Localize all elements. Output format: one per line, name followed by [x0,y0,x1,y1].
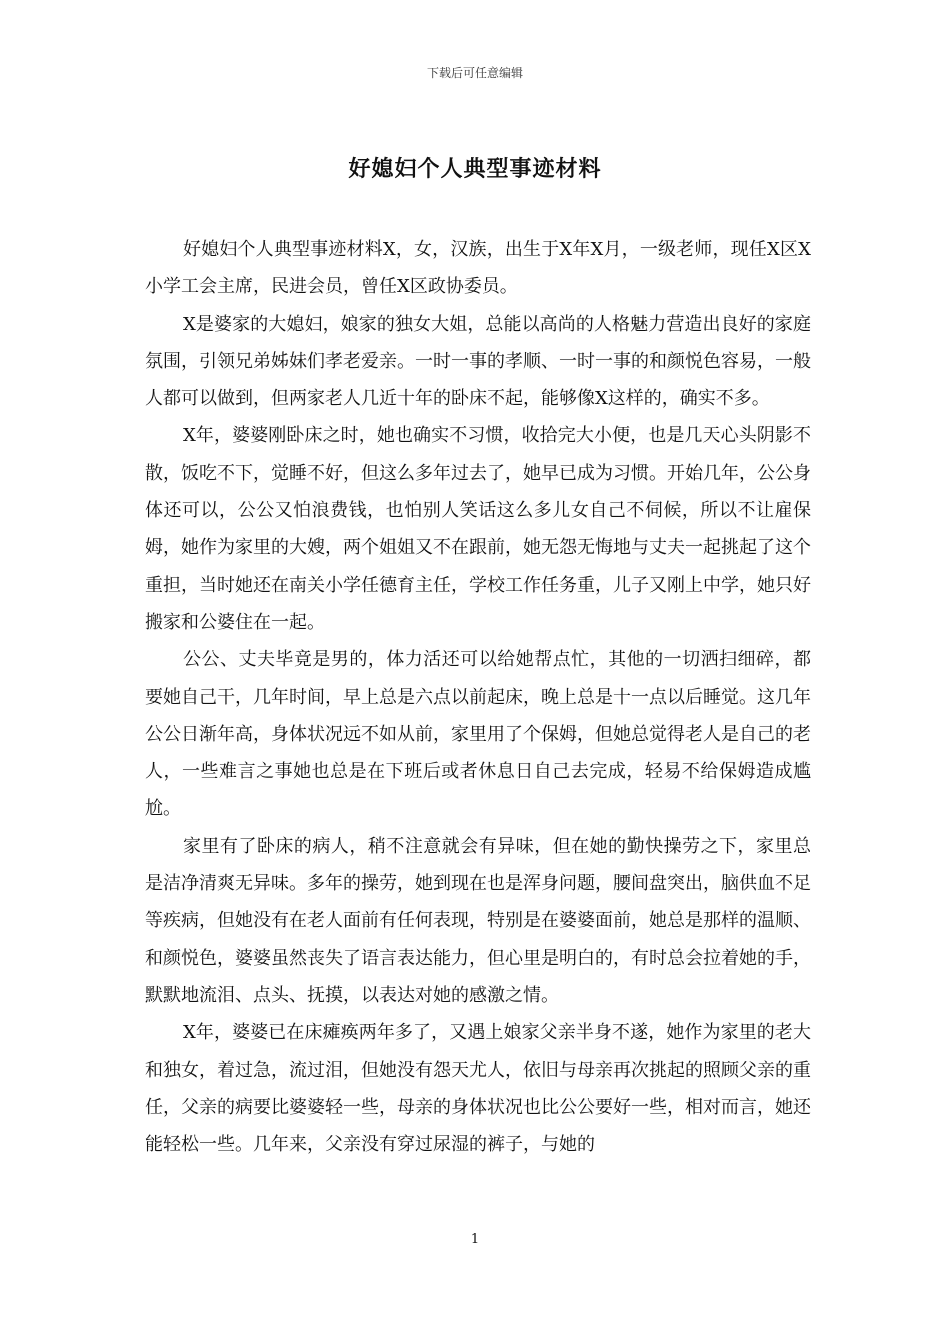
body-paragraph: 好媳妇个人典型事迹材料X，女，汉族，出生于X年X月，一级老师，现任X区X小学工会主席，民进会员，曾任X区政协委员。 [145,239,811,298]
page-header-note: 下载后可任意编辑 [426,66,523,80]
body-paragraph: 家里有了卧床的病人，稍不注意就会有异味，但在她的勤快操劳之下，家里总是洁净清爽无异味。多年的操劳，她到现在也是浑身问题，腰间盘突出，脑供血不足等疾病，但她没有在老人面前有任何表现，特别是在婆婆面前，她总是那样的温顺、和颜悦色，婆婆虽然丧失了语言表达能力，但心里是明白的，有时总会拉着她的手，默默地流泪、点头、抚摸，以表达对她的感激之情。 [145,835,811,1006]
document-title: 好媳妇个人典型事迹材料 [348,156,602,182]
body-paragraph: X年，婆婆刚卧床之时，她也确实不习惯，收拾完大小便，也是几天心头阴影不散，饭吃不下，觉睡不好，但这么多年过去了，她早已成为习惯。开始几年，公公身体还可以，公公又怕浪费钱，也怕别人笑话这么多儿女自己不伺候，所以不让雇保姆，她作为家里的大嫂，两个姐姐又不在跟前，她无怨无悔地与丈夫一起挑起了这个重担，当时她还在南关小学任德育主任，学校工作任务重，儿子又刚上中学，她只好搬家和公婆住在一起。 [145,425,811,633]
body-paragraph: X年，婆婆已在床瘫痪两年多了，又遇上娘家父亲半身不遂，她作为家里的老大和独女，着过急，流过泪，但她没有怨天尤人，依旧与母亲再次挑起的照顾父亲的重任，父亲的病要比婆婆轻一些，母亲的身体状况也比公公要好一些，相对而言，她还能轻松一些。几年来，父亲没有穿过尿湿的裤子，与她的 [145,1022,811,1156]
page-number: 1 [470,1232,480,1247]
body-paragraph: X是婆家的大媳妇，娘家的独女大姐，总能以高尚的人格魅力营造出良好的家庭氛围，引领兄弟姊妹们孝老爱亲。一时一事的孝顺、一时一事的和颜悦色容易，一般人都可以做到，但两家老人几近十年的卧床不起，能够像X这样的，确实不多。 [145,313,811,410]
document-body [145,231,811,1163]
body-paragraph: 公公、丈夫毕竟是男的，体力活还可以给她帮点忙，其他的一切洒扫细碎，都要她自己干，几年时间，早上总是六点以前起床，晚上总是十一点以后睡觉。这几年公公日渐年高，身体状况远不如从前，家里用了个保姆，但她总觉得老人是自己的老人，一些难言之事她也总是在下班后或者休息日自己去完成，轻易不给保姆造成尴尬。 [145,649,811,820]
